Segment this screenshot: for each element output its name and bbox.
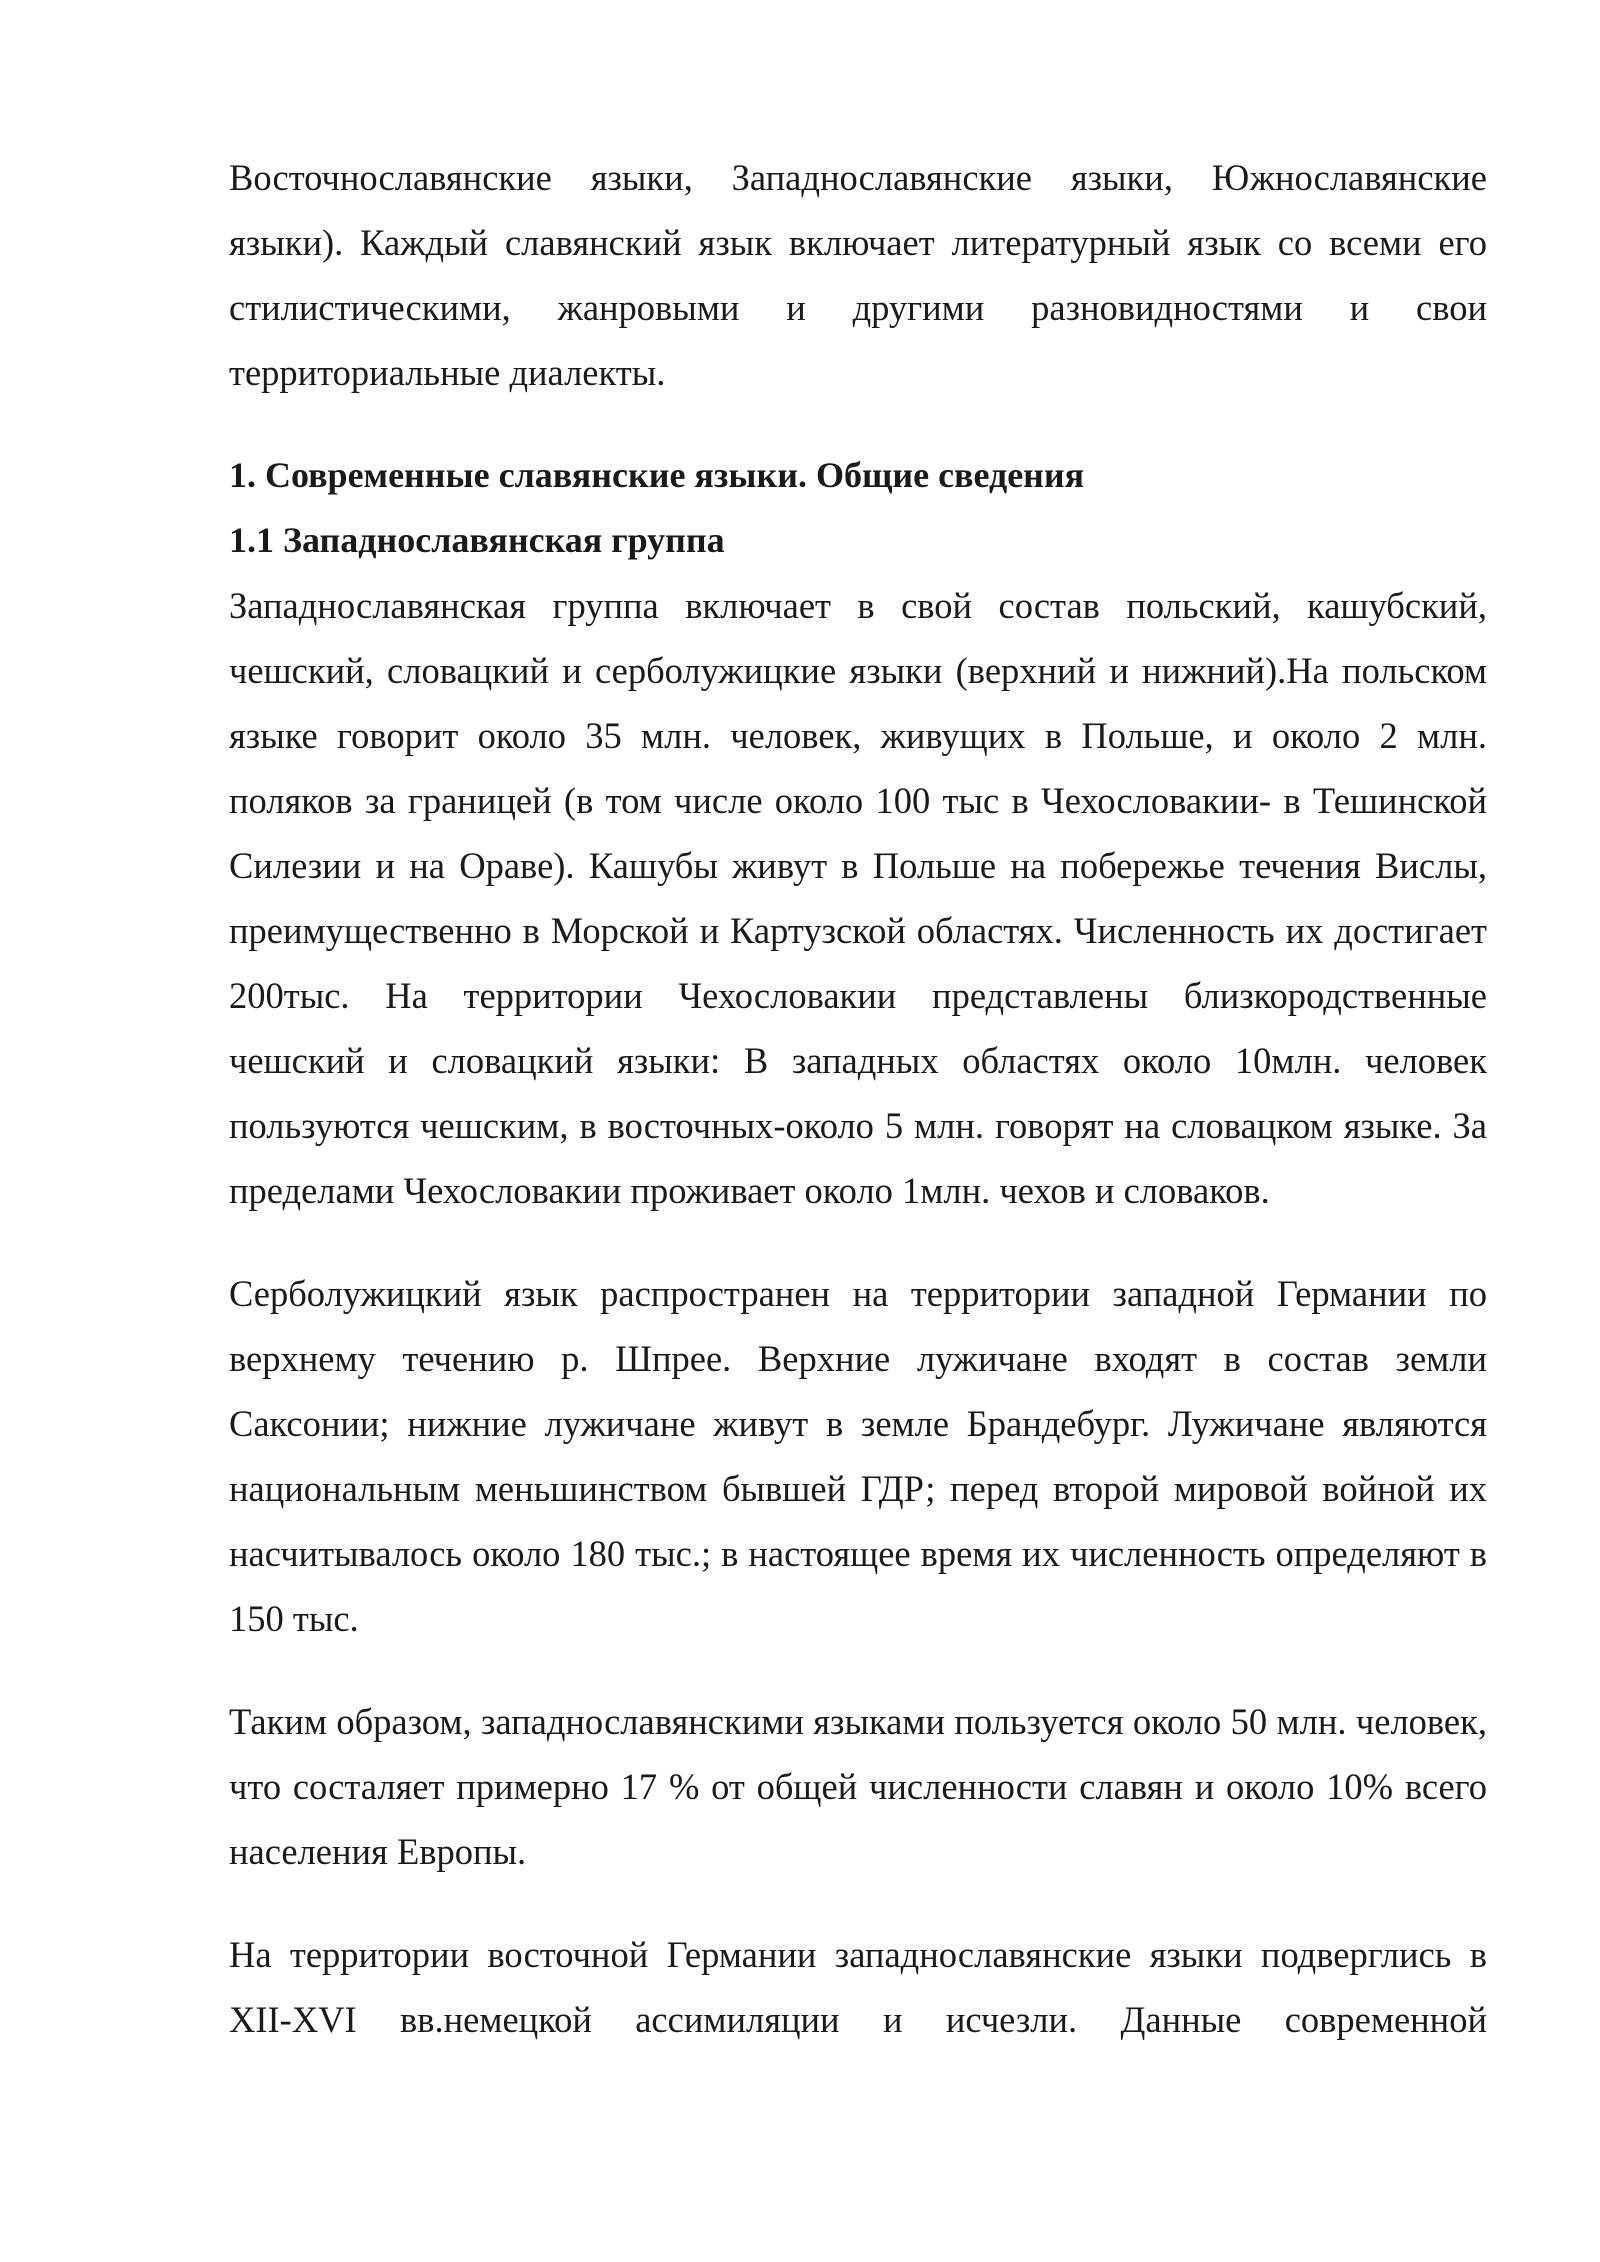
section-heading: 1. Современные славянские языки. Общие сведения [229, 455, 1085, 495]
body-paragraph: На территории восточной Германии западнославянские языки подверглись в XII-XVI вв.немецкой ассимиляции и исчезли. Данные современной [229, 1934, 1487, 2040]
intro-paragraph: Восточнославянские языки, Западнославянские языки, Южнославянские языки). Каждый славянский язык включает литературный язык со всеми его стилистическими, жанровыми и другими разновидностями и свои территориальные диалекты. [229, 157, 1487, 393]
body-paragraph: Таким образом, западнославянскими языками пользуется около 50 млн. человек, что состаляет примерно 17 % от общей численности славян и около 10% всего населения Европы. [229, 1701, 1487, 1872]
subsection-heading: 1.1 Западнославянская группа [229, 520, 725, 560]
document-page [229, 145, 1487, 2052]
body-paragraph: Западнославянская группа включает в свой состав польский, кашубский, чешский, словацкий и серболужицкие языки (верхний и нижний).На польском языке говорит около 35 млн. человек, живущих в Польше, и около 2 млн. поляков за границей (в том числе около 100 тыс в Чехословакии- в Тешинской Силезии и на Ораве). Кашубы живут в Польше на побережье течения Вислы, преимущественно в Морской и Картузской областях. Численность их достигает 200тыс. На территории Чехословакии представлены близкородственные чешский и словацкий языки: В западных областях около 10млн. человек пользуются чешским, в восточных-около 5 млн. говорят на словацком языке. За пределами Чехословакии проживает около 1млн. чехов и словаков. [229, 585, 1487, 1211]
body-paragraph: Серболужицкий язык распространен на территории западной Германии по верхнему течению р. Шпрее. Верхние лужичане входят в состав земли Саксонии; нижние лужичане живут в земле Брандебург. Лужичане являются национальным меньшинством бывшей ГДР; перед второй мировой войной их насчитывалось около 180 тыс.; в настоящее время их численность определяют в 150 тыс. [229, 1273, 1487, 1639]
